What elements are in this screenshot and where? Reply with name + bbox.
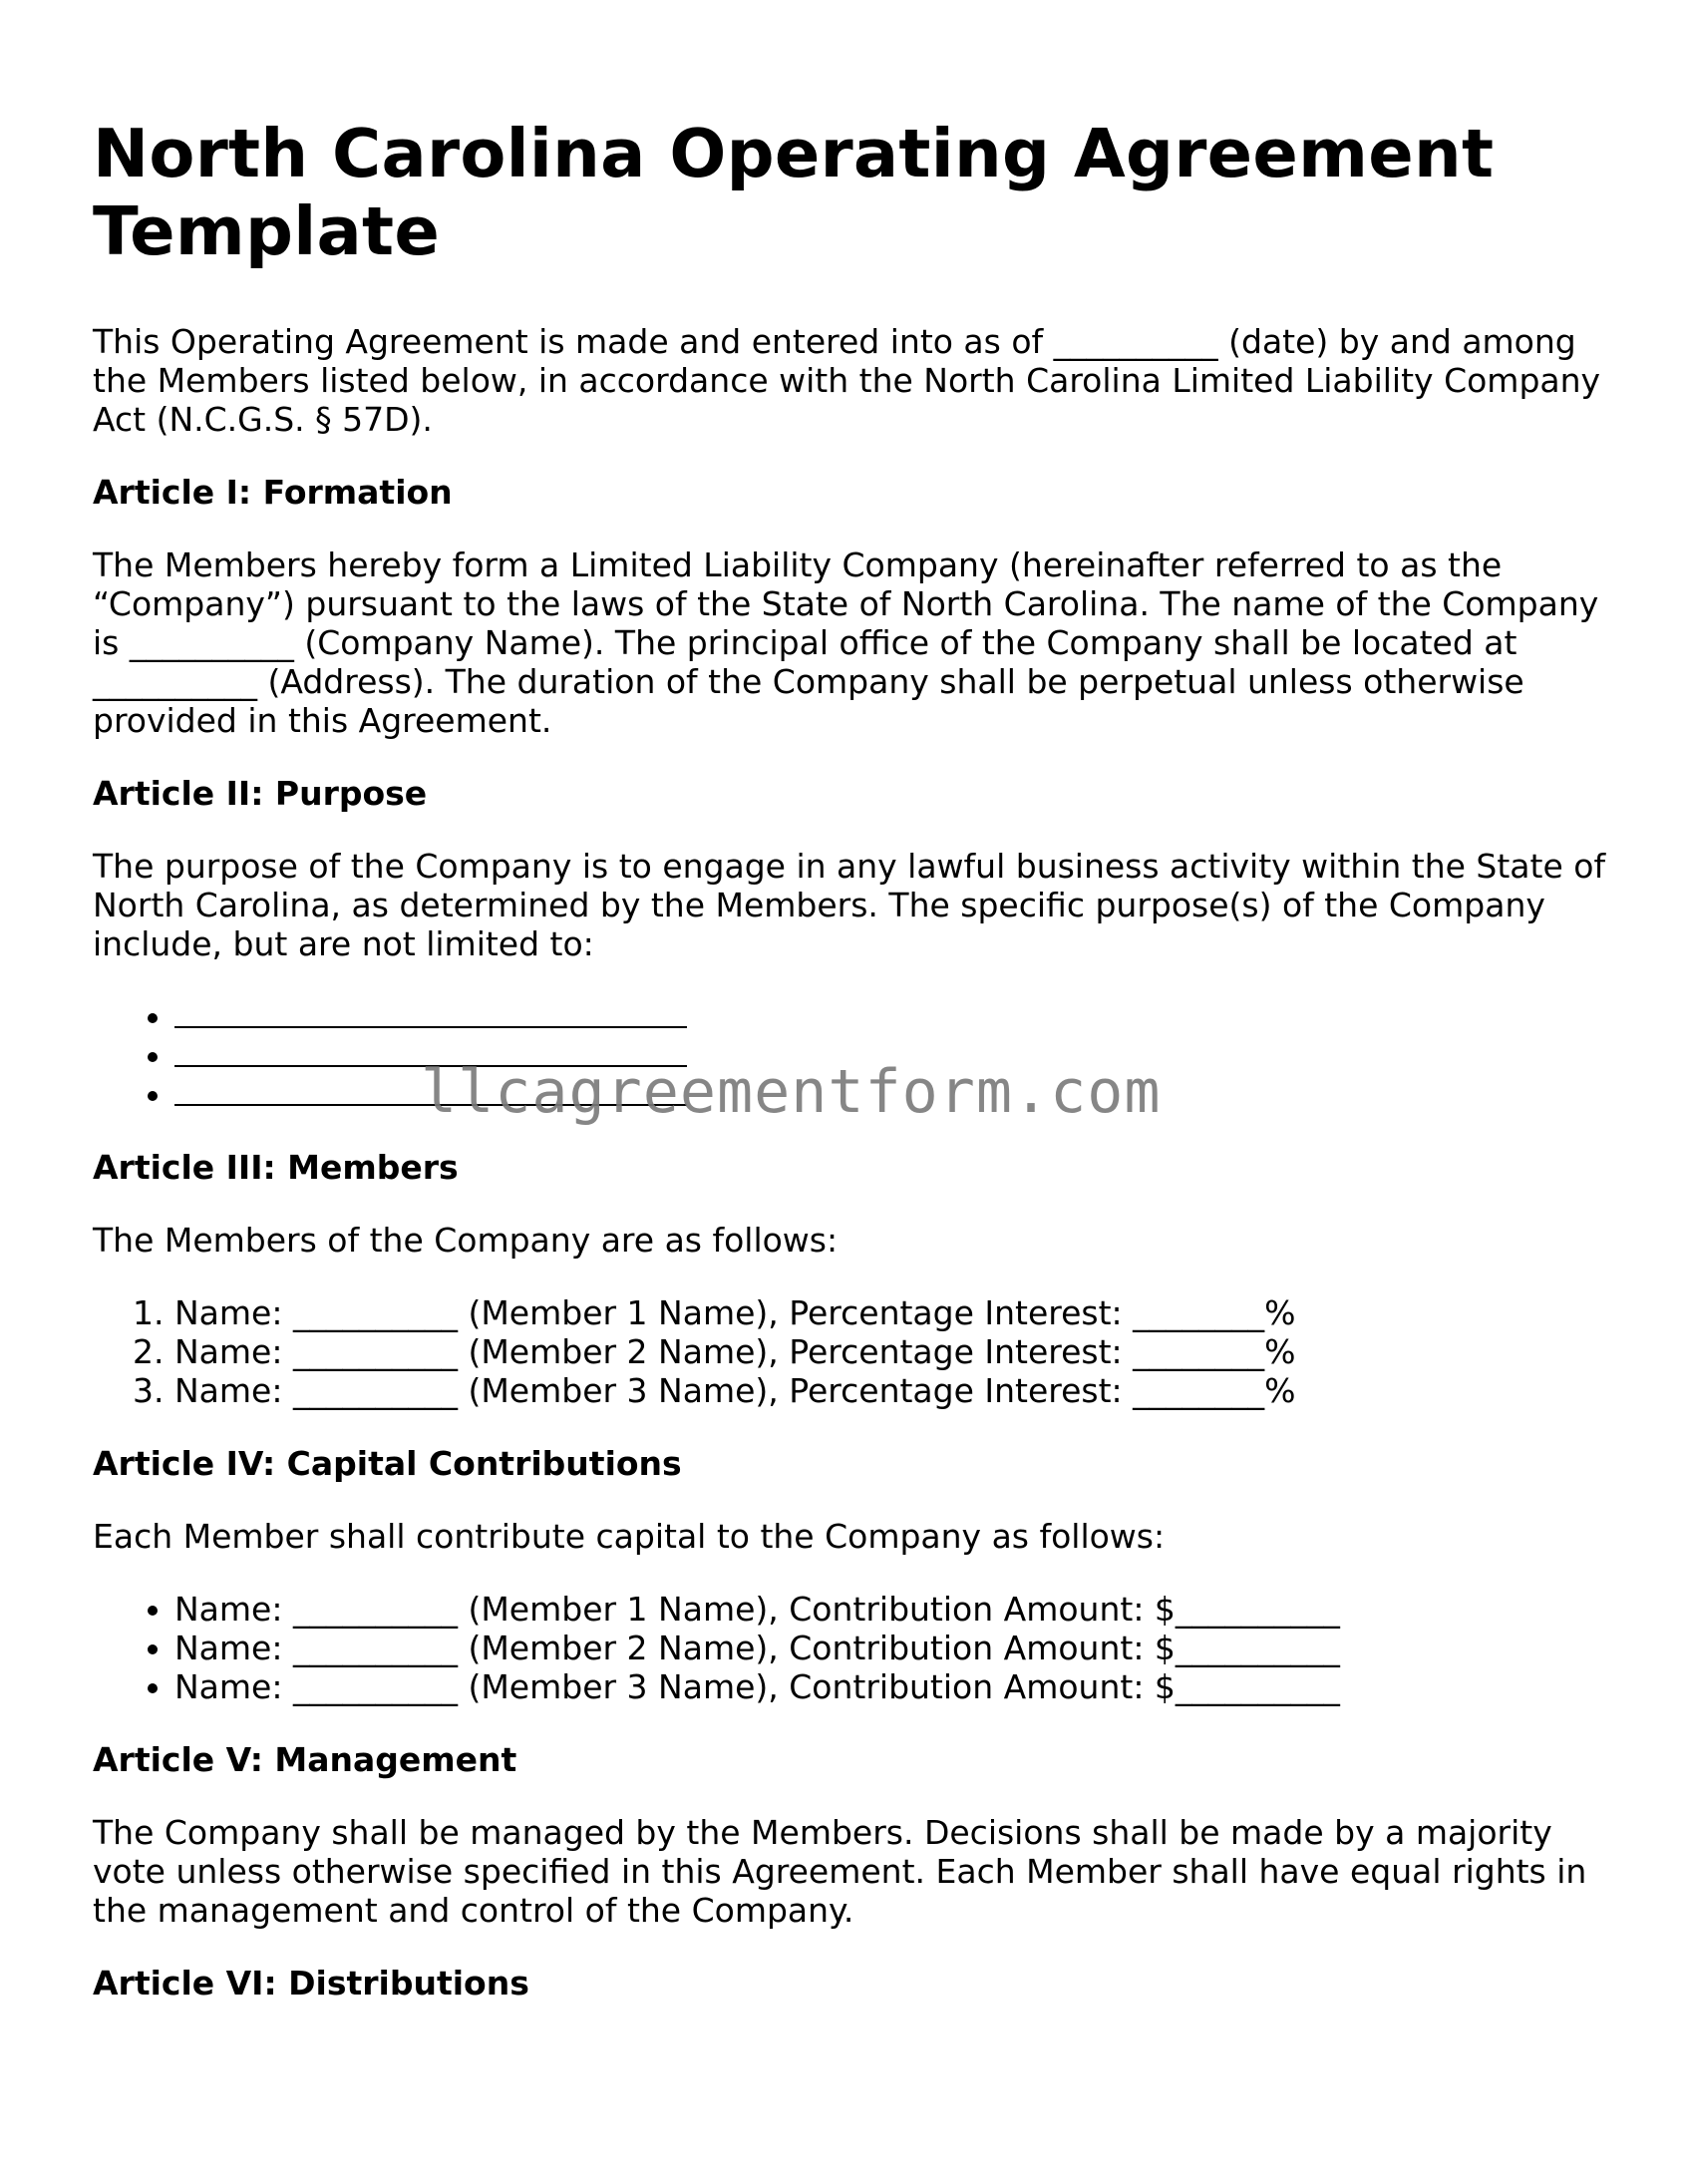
article-3-heading: Article III: Members xyxy=(93,1148,459,1187)
article-6-heading: Article VI: Distributions xyxy=(93,1964,529,2002)
member-item: 1. Name: __________ (Member 1 Name), Percentage Interest: ________% xyxy=(174,1293,1608,1332)
article-5-heading: Article V: Management xyxy=(93,1740,517,1779)
article-1-heading: Article I: Formation xyxy=(93,473,453,512)
watermark-text: llcagreementform.com xyxy=(421,1057,1162,1127)
article-1-body: The Members hereby form a Limited Liability Company (hereinafter referred to as the “Company”) pursuant to the laws of the State of North Carolina. The name of the Company is __________ (Company Name). The principal office of the Company shall be located at __________ (Address). The duration of the Company shall be perpetual unless otherwise provided in this Agreement. xyxy=(93,546,1599,740)
purpose-blank-item xyxy=(174,997,1608,1036)
page-title: North Carolina Operating Agreement Template xyxy=(93,115,1495,270)
intro-paragraph: This Operating Agreement is made and entered into as of __________ (date) by and among the Members listed below, in accordance with the North Carolina Limited Liability Company Act (N.C.G.S. § 57D). xyxy=(93,322,1601,439)
member-item: 2. Name: __________ (Member 2 Name), Percentage Interest: ________% xyxy=(174,1332,1608,1371)
contributions-list xyxy=(93,1590,1608,1706)
article-4-body: Each Member shall contribute capital to the Company as follows: xyxy=(93,1517,1166,1556)
article-4-heading: Article IV: Capital Contributions xyxy=(93,1444,682,1483)
contribution-item: • Name: __________ (Member 1 Name), Contribution Amount: $__________ xyxy=(174,1590,1608,1629)
blank-line xyxy=(174,998,687,1028)
members-list xyxy=(93,1293,1608,1410)
contribution-item: • Name: __________ (Member 3 Name), Contribution Amount: $__________ xyxy=(174,1667,1608,1706)
article-2-heading: Article II: Purpose xyxy=(93,774,428,813)
member-item: 3. Name: __________ (Member 3 Name), Percentage Interest: ________% xyxy=(174,1371,1608,1410)
contribution-item: • Name: __________ (Member 2 Name), Contribution Amount: $__________ xyxy=(174,1629,1608,1667)
article-5-body: The Company shall be managed by the Members. Decisions shall be made by a majority vote unless otherwise specified in this Agreement. Each Member shall have equal rights in the management and control of the Company. xyxy=(93,1813,1587,1930)
article-3-body: The Members of the Company are as follows: xyxy=(93,1221,839,1260)
article-2-body: The purpose of the Company is to engage in any lawful business activity within the State of North Carolina, as determined by the Members. The specific purpose(s) of the Company include, but are not limited to: xyxy=(93,847,1606,963)
